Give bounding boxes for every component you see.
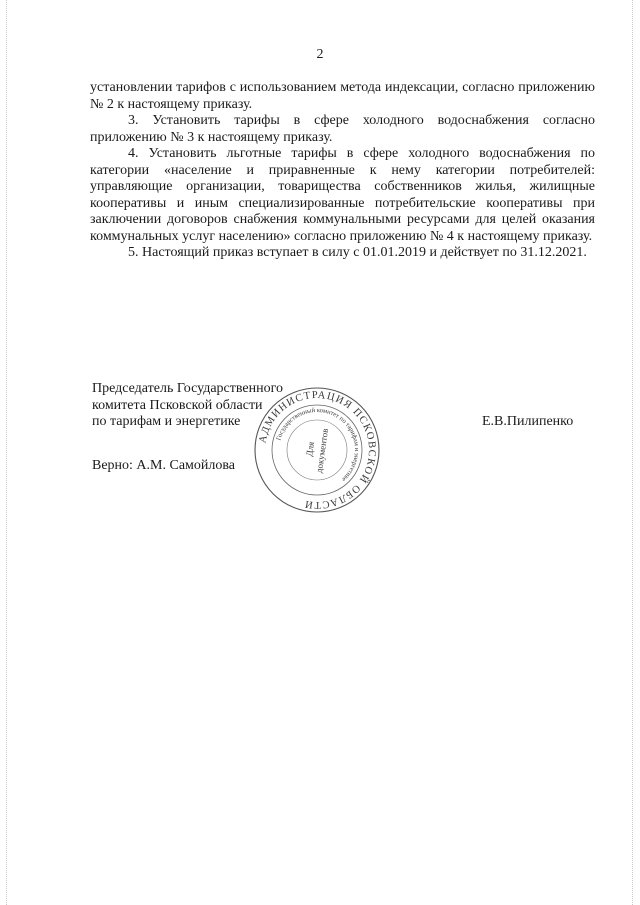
signatory-name: Е.В.Пилипенко xyxy=(482,414,574,429)
seal-center-text: документов xyxy=(313,427,331,474)
seal-inner-text: Государственный комитет по тарифам и энергетике xyxy=(275,406,361,483)
signatory-position-line: по тарифам и энергетике xyxy=(92,414,241,429)
signatory-position-line: комитета Псковской области xyxy=(92,397,263,413)
official-seal-stamp xyxy=(252,385,382,515)
scan-edge-left xyxy=(6,0,7,905)
scan-edge-right xyxy=(632,0,633,905)
seal-outer-text: АДМИНИСТРАЦИЯ ПСКОВСКОЙ ОБЛАСТИ xyxy=(257,389,378,511)
document-body xyxy=(90,80,595,262)
paragraph-item-3: 3. Установить тарифы в сфере холодного водоснабжения согласно приложению № 3 к настоящему приказу. xyxy=(90,113,595,145)
paragraph-item-5: 5. Настоящий приказ вступает в силу с 01.01.2019 и действует по 31.12.2021. xyxy=(128,245,587,260)
paragraph-item-4: 4. Установить льготные тарифы в сфере холодного водоснабжения по категории «население и приравненные к нему категории потребителей: управляющие организации, товарищества собственников жилья, жилищные кооперативы и иным специализированные потребительские кооперативы при заключении договоров снабжения коммунальными ресурсами для целей оказания коммунальных услуг населению» согласно приложению № 4 к настоящему приказу. xyxy=(90,146,595,244)
certified-copy-note: Верно: А.М. Самойлова xyxy=(92,458,236,473)
signatory-position-line: Председатель Государственного xyxy=(92,381,284,396)
seal-center-text: Для xyxy=(304,441,317,458)
page-number: 2 xyxy=(316,47,324,62)
paragraph-continuation: установлении тарифов с использованием метода индексации, согласно приложению № 2 к настоящему приказу. xyxy=(90,80,595,112)
